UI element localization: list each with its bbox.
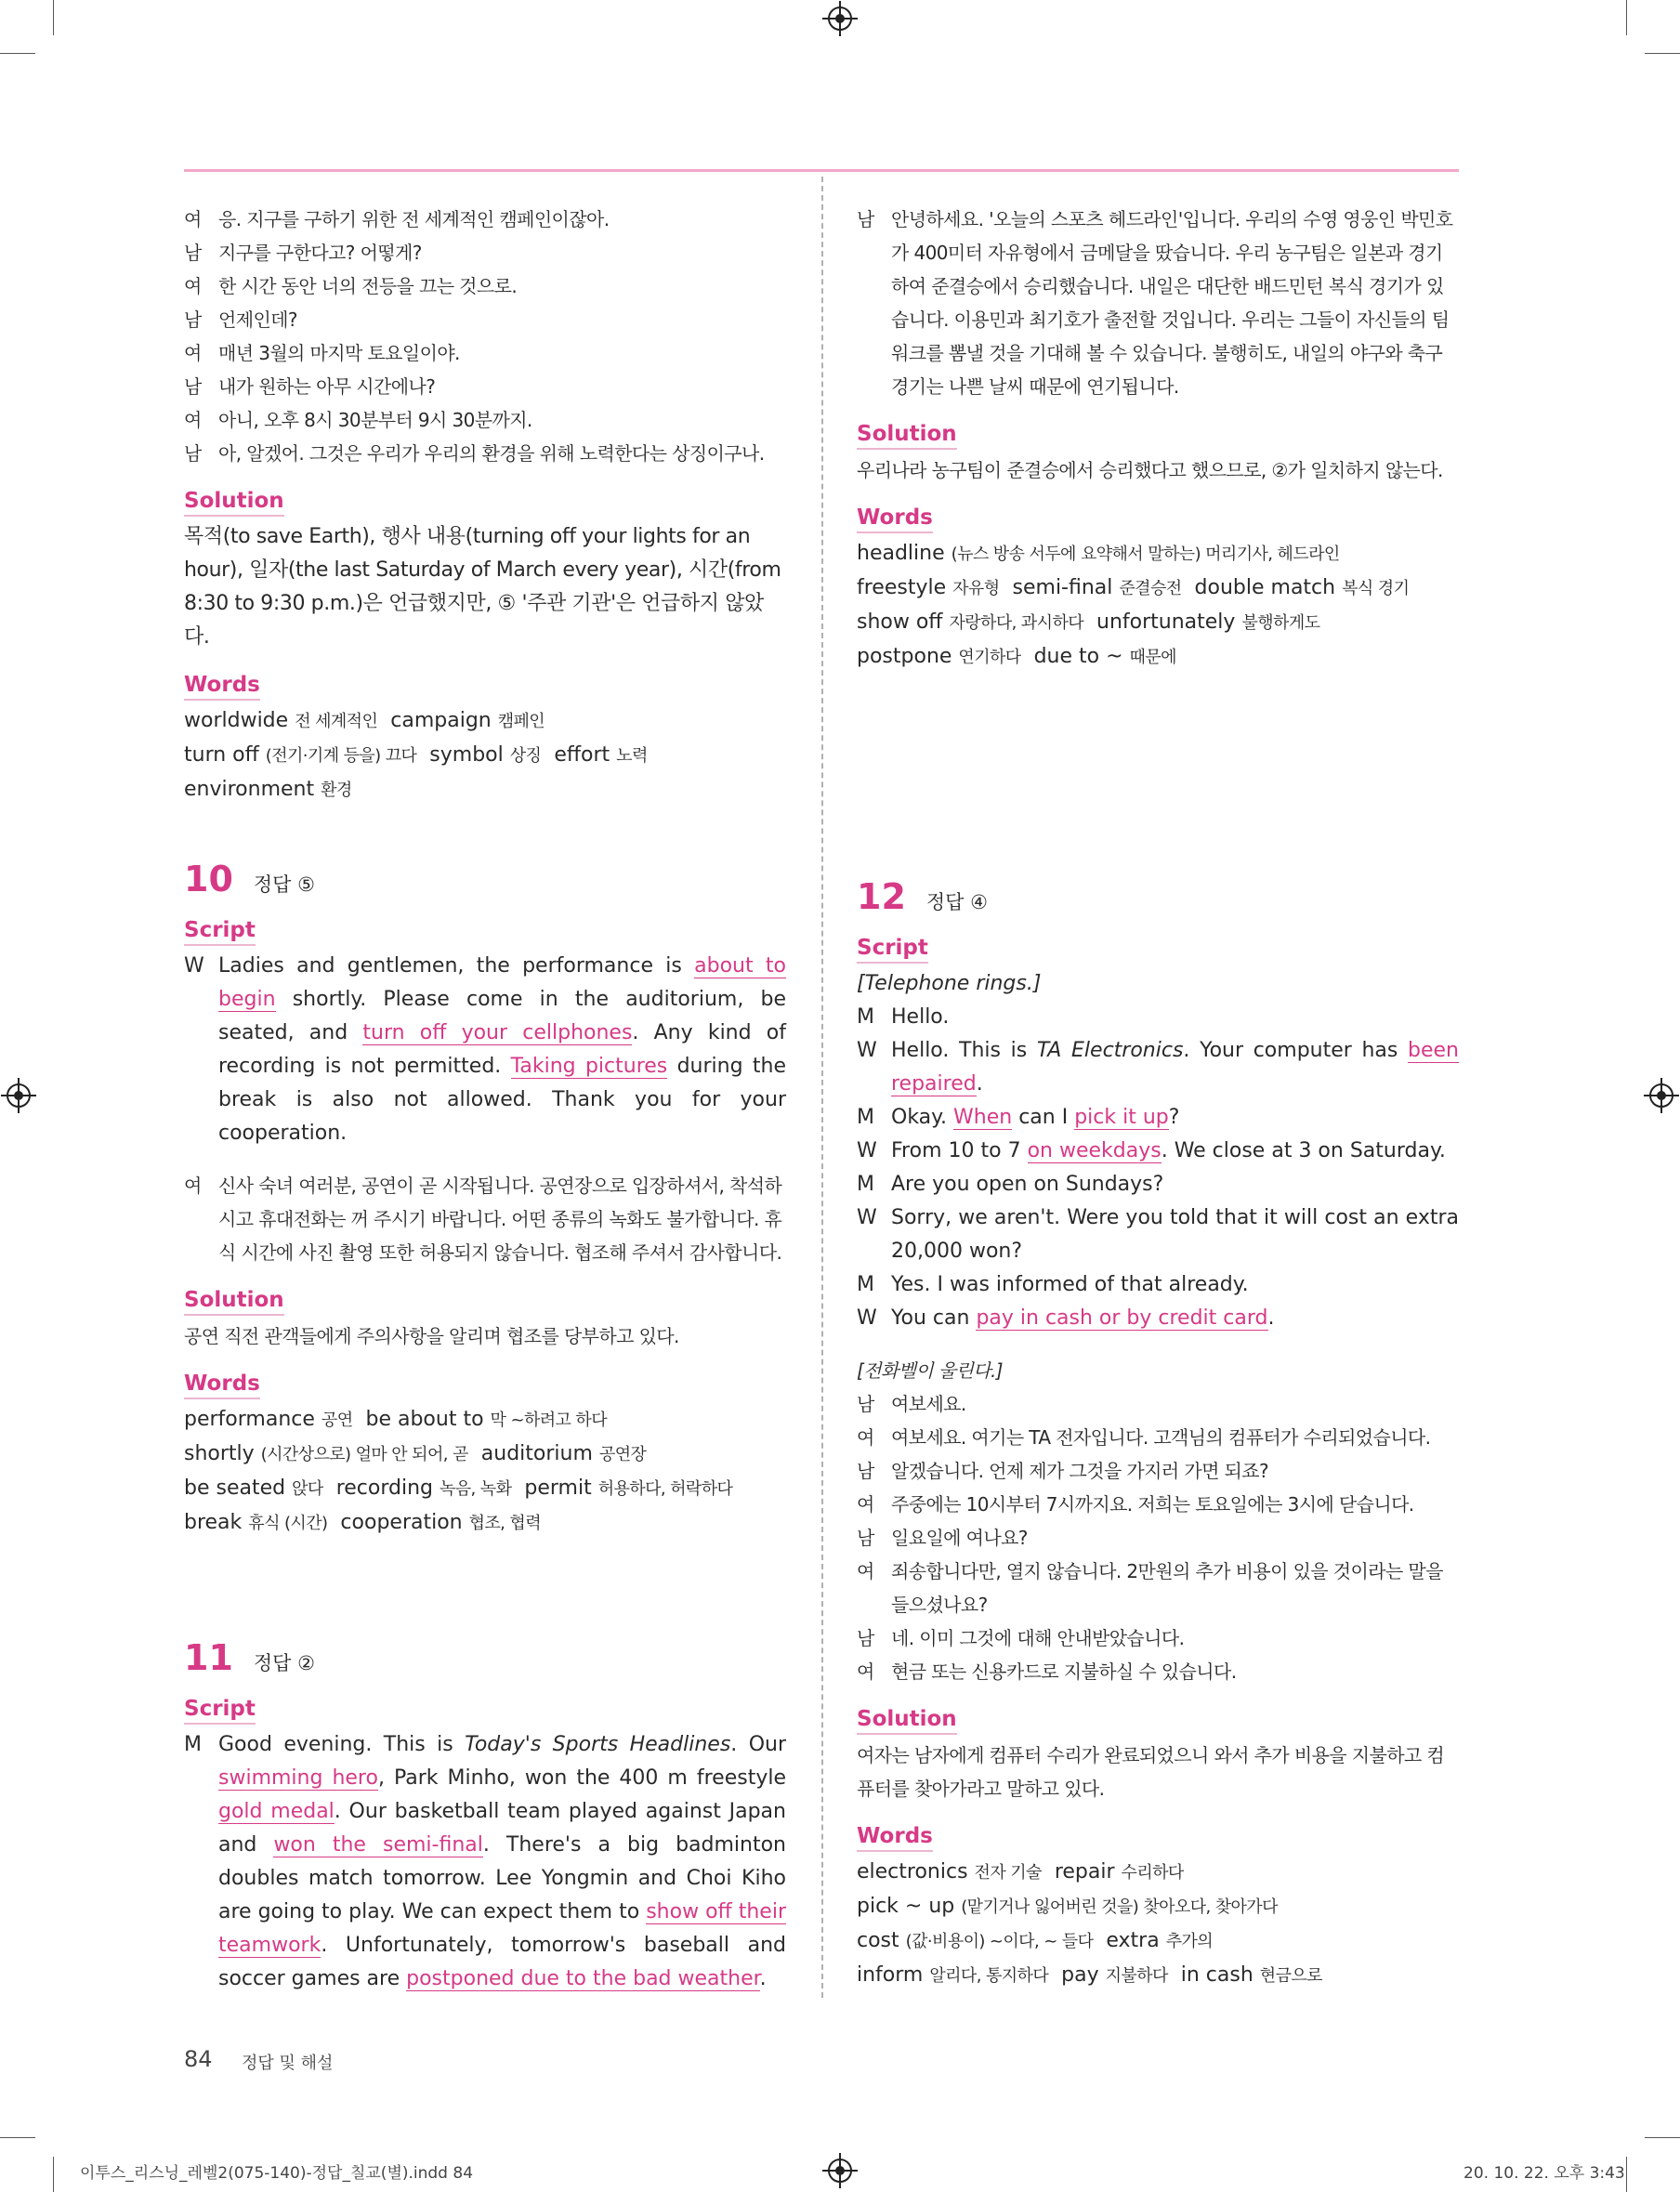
line-text: Are you open on Sundays? — [891, 1173, 1164, 1196]
crop-mark — [53, 0, 54, 35]
top-rule — [184, 169, 1459, 172]
question-number: 11 — [184, 1637, 233, 1678]
script-line — [857, 1101, 1459, 1135]
speaker: M — [857, 1106, 874, 1129]
solution-heading: Solution — [857, 420, 957, 450]
highlight: turn off your cellphones — [362, 1021, 633, 1044]
dialogue-line — [857, 1454, 1459, 1488]
words-heading: Words — [184, 1370, 260, 1399]
word-entry: permit 허용하다, 허락하다 — [524, 1477, 733, 1500]
dialogue-line — [184, 403, 786, 437]
word-entry: headline (뉴스 방송 서두에 요약해서 말하는) 머리기사, 헤드라인 — [857, 542, 1340, 565]
word-entry: freestyle 자유형 — [857, 576, 1000, 599]
highlight: won the semi-final — [273, 1833, 483, 1857]
dialogue-line — [184, 203, 786, 236]
words-row — [857, 1856, 1459, 1890]
words-list — [857, 1856, 1459, 1993]
dialogue-line — [184, 370, 786, 403]
words-row — [857, 640, 1459, 675]
highlight: swimming hero — [218, 1766, 378, 1790]
words-row — [857, 606, 1459, 640]
highlight: postponed due to the bad weather — [406, 1967, 760, 1990]
speaker: 남 — [857, 1527, 874, 1549]
line-text: From 10 to 7 — [891, 1139, 1028, 1162]
words-list — [857, 537, 1459, 675]
crop-mark — [1645, 2137, 1680, 2138]
speaker: 남 — [857, 208, 874, 230]
script-heading: Script — [184, 1695, 256, 1725]
speaker: 남 — [184, 308, 202, 331]
question-10 — [184, 859, 786, 1541]
dialogue-line — [857, 1387, 1459, 1421]
line-text: 알겠습니다. 언제 제가 그것을 가지러 가면 되죠? — [891, 1460, 1268, 1482]
crop-mark — [0, 53, 35, 54]
line-text: Hello. — [891, 1005, 950, 1029]
speaker: 여 — [184, 208, 202, 230]
speaker: W — [857, 1039, 877, 1062]
word-entry: turn off (전기·기계 등을) 끄다 — [184, 743, 417, 767]
script-line — [857, 1268, 1459, 1302]
words-row — [857, 1890, 1459, 1924]
line-text: Yes. I was informed of that already. — [891, 1273, 1249, 1296]
line-text: Sorry, we aren't. Were you told that it will cost an extra 20,000 won? — [891, 1206, 1459, 1263]
speaker: W — [857, 1139, 877, 1162]
word-entry: environment 환경 — [184, 778, 352, 801]
script-line — [857, 1135, 1459, 1168]
registration-mark-icon — [1649, 1083, 1673, 1108]
word-entry: symbol 상징 — [429, 743, 542, 767]
translation-lines — [857, 1387, 1459, 1688]
line-text: 지구를 구한다고? 어떻게? — [218, 242, 422, 264]
word-entry: double match 복식 경기 — [1194, 576, 1410, 599]
question-11 — [184, 1637, 786, 1996]
line-text: 언제인데? — [218, 308, 297, 331]
words-list — [184, 1403, 786, 1541]
word-entry: recording 녹음, 녹화 — [335, 1477, 512, 1500]
word-entry: pick ~ up (맡기거나 잃어버린 것을) 찾아오다, 찾아가다 — [857, 1895, 1278, 1918]
words-row — [184, 704, 786, 739]
line-text: . — [1267, 1306, 1275, 1330]
dialogue-line — [184, 336, 786, 370]
word-entry: cost (값·비용이) ~이다, ~ 들다 — [857, 1929, 1094, 1952]
solution-text: 공연 직전 관객들에게 주의사항을 알리며 협조를 당부하고 있다. — [184, 1325, 679, 1347]
words-row — [184, 1472, 786, 1506]
speaker: 여 — [857, 1560, 874, 1582]
script-line — [857, 1302, 1459, 1335]
solution-text: 목적(to save Earth), 행사 내용(turning off your lights for an hour), 일자(the last Saturday of March every year), 시간(from 8:30 to 9:30 p.m.)은 언급했지만, ⑤ '주관 기관'은 언급하지 않았다. — [184, 525, 781, 649]
question-header — [184, 859, 786, 901]
words-row — [857, 571, 1459, 606]
words-heading: Words — [857, 1822, 933, 1852]
word-entry: campaign 캠페인 — [390, 709, 545, 732]
line-text: 여보세요. — [891, 1393, 966, 1415]
script-line: W Ladies and gentlemen, the performance is about to begin shortly. Please come in the auditorium, be seated, and turn off your cellphones. Any kind of recording is not permitted. Taking pictures during the break is also not allowed. Thank you for your cooperation. — [184, 950, 786, 1150]
highlight: on weekdays — [1027, 1139, 1162, 1162]
line-text: can I — [1012, 1106, 1075, 1129]
word-entry: pay 지불하다 — [1061, 1963, 1168, 1987]
words-row — [184, 739, 786, 773]
word-entry: postpone 연기하다 — [857, 645, 1021, 668]
words-row — [184, 773, 786, 807]
right-column — [857, 203, 1459, 675]
solution-text: 우리나라 농구팀이 준결승에서 승리했다고 했으므로, ②가 일치하지 않는다. — [857, 459, 1443, 481]
translation-line — [184, 1169, 786, 1269]
speaker: 여 — [184, 342, 202, 364]
line-text: 응. 지구를 구하기 위한 전 세계적인 캠페인이잖아. — [218, 208, 610, 230]
question-header — [857, 876, 1459, 919]
registration-mark-icon — [7, 1083, 31, 1108]
speaker: 남 — [184, 375, 202, 398]
file-slug: 이투스_리스닝_레벨2(075-140)-정답_칠교(별).indd 84 — [80, 2164, 474, 2183]
speaker: 여 — [184, 1175, 202, 1197]
highlight: been repaired — [891, 1039, 1459, 1096]
script-line — [857, 1168, 1459, 1201]
line-text: . Your computer has — [1183, 1039, 1409, 1062]
question-12 — [857, 876, 1459, 1993]
line-text: ? — [1168, 1106, 1180, 1129]
words-heading: Words — [857, 504, 933, 533]
word-entry: be seated 앉다 — [184, 1477, 323, 1500]
script-line — [857, 1201, 1459, 1268]
translation-stage: [전화벨이 울린다.] — [857, 1359, 1003, 1382]
stage-direction: [Telephone rings.] — [857, 972, 1042, 995]
line-text: . — [976, 1072, 983, 1096]
line-text: 여보세요. 여기는 TA 전자입니다. 고객님의 컴퓨터가 수리되었습니다. — [891, 1426, 1431, 1449]
crop-mark — [1626, 2157, 1627, 2192]
column-divider — [821, 177, 823, 1998]
page-label: 정답 및 해설 — [242, 2054, 334, 2073]
line-text: 아, 알겠어. 그것은 우리가 우리의 환경을 위해 노력한다는 상징이구나. — [218, 442, 765, 465]
question-number: 12 — [857, 876, 906, 917]
dialogue-line — [857, 1421, 1459, 1454]
word-entry: due to ~ 때문에 — [1033, 645, 1176, 668]
word-entry: effort 노력 — [554, 743, 648, 767]
dialogue-line — [857, 1621, 1459, 1655]
registration-mark-icon — [828, 7, 852, 31]
words-row — [184, 1403, 786, 1437]
speaker: 여 — [857, 1426, 874, 1449]
translation-text: 신사 숙녀 여러분, 공연이 곧 시작됩니다. 공연장으로 입장하셔서, 착석하시고 휴대전화는 꺼 주시기 바랍니다. 어떤 종류의 녹화도 불가합니다. 휴식 시간에 사진 촬영 또한 허용되지 않습니다. 협조해 주셔서 감사합니다. — [218, 1175, 782, 1264]
line-text: TA Electronics — [1036, 1039, 1184, 1062]
highlight: about to begin — [218, 954, 786, 1011]
word-entry: cooperation 협조, 협력 — [340, 1511, 542, 1534]
speaker: M — [857, 1173, 874, 1196]
word-entry: auditorium 공연장 — [480, 1442, 647, 1465]
speaker: 여 — [857, 1493, 874, 1516]
word-entry: show off 자랑하다, 과시하다 — [857, 610, 1084, 634]
line-text: Hello. This is — [891, 1039, 1037, 1062]
dialogue-line — [857, 1521, 1459, 1555]
speaker: 여 — [184, 275, 202, 297]
page-number: 84 — [184, 2046, 213, 2072]
crop-mark — [53, 2157, 54, 2192]
speaker: 여 — [857, 1660, 874, 1683]
speaker: M — [857, 1273, 874, 1296]
word-entry: be about to 막 ~하려고 하다 — [365, 1408, 607, 1431]
speaker: 여 — [184, 409, 202, 431]
speaker: 남 — [857, 1627, 874, 1649]
highlight: Taking pictures — [510, 1055, 668, 1078]
speaker: 남 — [184, 442, 202, 465]
speaker: W — [857, 1306, 877, 1330]
word-entry: shortly (시간상으로) 얼마 안 되어, 곧 — [184, 1442, 468, 1465]
solution-heading: Solution — [184, 487, 284, 517]
script-heading: Script — [184, 916, 256, 946]
speaker: 남 — [857, 1460, 874, 1482]
speaker: 남 — [184, 242, 202, 264]
words-list — [184, 704, 786, 807]
line-text: 네. 이미 그것에 대해 안내받았습니다. — [891, 1627, 1185, 1649]
speaker: 남 — [857, 1393, 874, 1415]
crop-mark — [0, 2137, 35, 2138]
word-entry: inform 알리다, 통지하다 — [857, 1963, 1049, 1987]
highlight: show off their teamwork — [218, 1900, 786, 1957]
script-lines — [857, 1001, 1459, 1335]
highlight: When — [953, 1106, 1013, 1129]
words-row — [857, 1924, 1459, 1959]
words-heading: Words — [184, 671, 260, 701]
solution-text: 여자는 남자에게 컴퓨터 수리가 완료되었으니 와서 추가 비용을 지불하고 컴퓨터를 찾아가라고 말하고 있다. — [857, 1744, 1445, 1800]
answer-label: 정답 ④ — [925, 891, 988, 913]
highlight: pick it up — [1074, 1106, 1169, 1129]
dialogue-line — [184, 269, 786, 303]
line-text: . We close at 3 on Saturday. — [1161, 1139, 1446, 1162]
highlight: gold medal — [218, 1800, 335, 1823]
word-entry: in cash 현금으로 — [1180, 1963, 1322, 1987]
crop-mark — [1645, 53, 1680, 54]
solution-heading: Solution — [184, 1286, 284, 1316]
words-row — [857, 537, 1459, 571]
dialogue-line — [184, 303, 786, 336]
line-text: 한 시간 동안 너의 전등을 끄는 것으로. — [218, 275, 518, 297]
line-text: You can — [891, 1306, 977, 1330]
left-column — [184, 203, 786, 807]
words-row — [184, 1506, 786, 1541]
dialogue-line — [857, 1555, 1459, 1621]
word-entry: electronics 전자 기술 — [857, 1860, 1042, 1884]
line-text: 매년 3월의 마지막 토요일이야. — [218, 342, 460, 364]
highlight: pay in cash or by credit card — [976, 1306, 1268, 1330]
word-entry: repair 수리하다 — [1054, 1860, 1184, 1884]
program-title: Today's Sports Headlines — [465, 1733, 731, 1756]
script-line: M Good evening. This is Today's Sports Headlines. Our swimming hero, Park Minho, won the 400 m freestyle gold medal. Our basketball team played against Japan and won the semi-final. There's a big badminton doubles match tomorrow. Lee Yongmin and Choi Kiho are going to play. We can expect them to show off their teamwork. Unfortunately, tomorrow's baseball and soccer games are postponed due to the bad weather. — [184, 1728, 786, 1996]
speaker: M — [857, 1005, 874, 1029]
script-line — [857, 1001, 1459, 1034]
crop-mark — [1626, 0, 1627, 35]
word-entry: worldwide 전 세계적인 — [184, 709, 378, 732]
word-entry: extra 추가의 — [1106, 1929, 1214, 1952]
speaker: M — [184, 1733, 202, 1756]
word-entry: semi-final 준결승전 — [1012, 576, 1182, 599]
dialogue-line — [857, 1655, 1459, 1688]
words-row — [857, 1959, 1459, 1993]
dialogue-line — [184, 236, 786, 269]
answer-label: 정답 ⑤ — [253, 873, 315, 896]
line-text: 아니, 오후 8시 30분부터 9시 30분까지. — [218, 409, 532, 431]
line-text: 죄송합니다만, 열지 않습니다. 2만원의 추가 비용이 있을 것이라는 말을 들으셨나요? — [891, 1560, 1443, 1616]
translation-text: 안녕하세요. '오늘의 스포츠 헤드라인'입니다. 우리의 수영 영웅인 박민호가 400미터 자유형에서 금메달을 땄습니다. 우리 농구팀은 일본과 경기하여 준결승에서 승리했습니다. 내일은 대단한 배드민턴 복식 경기가 있습니다. 이용민과 최기호가 출전할 것입니다. 우리는 그들이 자신들의 팀워크를 뽐낼 것을 기대해 볼 수 있습니다. 불행히도, 내일의 야구와 축구 경기는 나쁜 날씨 때문에 연기됩니다. — [891, 208, 1453, 398]
script-line — [857, 1034, 1459, 1101]
speaker: W — [184, 954, 204, 978]
word-entry: break 휴식 (시간) — [184, 1511, 328, 1534]
line-text: 현금 또는 신용카드로 지불하실 수 있습니다. — [891, 1660, 1237, 1683]
timestamp-slug: 20. 10. 22. 오후 3:43 — [1463, 2164, 1625, 2183]
question-header — [184, 1637, 786, 1680]
word-entry: unfortunately 불행하게도 — [1096, 610, 1320, 634]
line-text: Okay. — [891, 1106, 954, 1129]
dialogue-line — [857, 1488, 1459, 1521]
speaker: W — [857, 1206, 877, 1229]
translation-line — [857, 203, 1459, 403]
line-text: 일요일에 여나요? — [891, 1527, 1028, 1549]
script-heading: Script — [857, 934, 928, 964]
registration-mark-icon — [828, 2159, 852, 2183]
line-text: 내가 원하는 아무 시간에나? — [218, 375, 436, 398]
answer-label: 정답 ② — [253, 1652, 315, 1674]
dialogue-line — [184, 437, 786, 470]
words-row — [184, 1437, 786, 1472]
solution-heading: Solution — [857, 1705, 957, 1735]
question-number: 10 — [184, 859, 233, 899]
line-text: 주중에는 10시부터 7시까지요. 저희는 토요일에는 3시에 닫습니다. — [891, 1493, 1414, 1516]
q9-translation — [184, 203, 786, 470]
word-entry: performance 공연 — [184, 1408, 353, 1431]
